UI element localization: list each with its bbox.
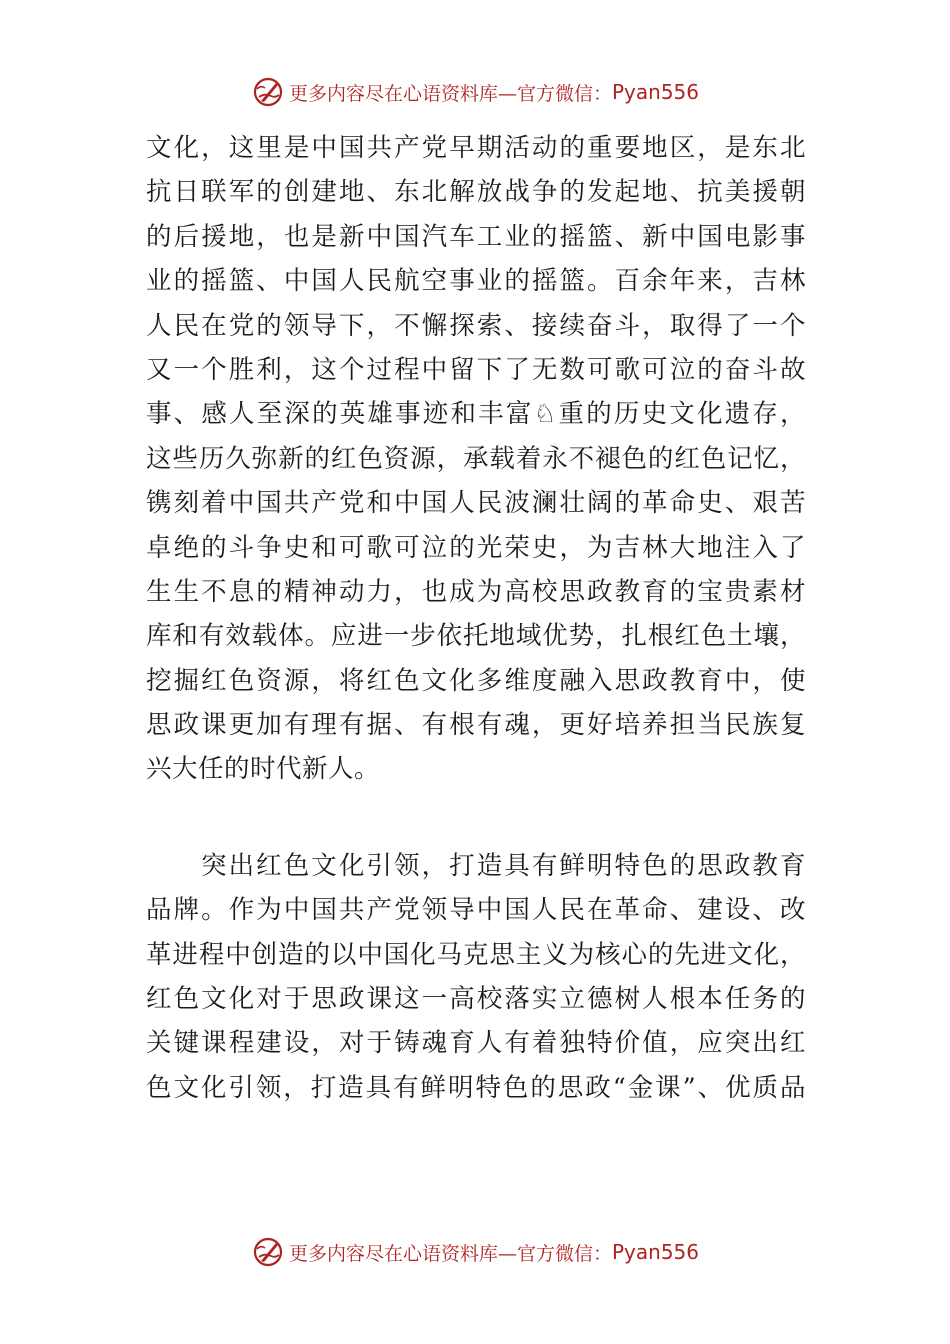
text-line: 的后援地，也是新中国汽车工业的摇篮、新中国电影事 [146,221,806,252]
paragraph-1 [146,126,806,792]
text-line: 关键课程建设，对于铸魂育人有着独特价值，应突出红 [146,1028,806,1059]
quill-book-logo-icon [251,75,285,109]
text-line: 红色文化对于思政课这一高校落实立德树人根本任务的 [146,984,806,1015]
text-line: 卓绝的斗争史和可歌可泣的光荣史，为吉林大地注入了 [146,532,806,563]
paragraph-gap [146,792,806,844]
text-line: 兴大任的时代新人。 [146,754,381,785]
text-line: 抗日联军的创建地、东北解放战争的发起地、抗美援朝 [146,177,806,208]
text-line: 镌刻着中国共产党和中国人民波澜壮阔的革命史、艰苦 [146,488,806,519]
quill-book-logo-icon [251,1235,285,1269]
document-body [146,126,806,1110]
text-line: 挖掘红色资源，将红色文化多维度融入思政教育中，使 [146,665,806,696]
banner-text: 更多内容尽在心语资料库—官方微信： [288,1242,612,1265]
text-line: 又一个胜利，这个过程中留下了无数可歌可泣的奋斗故 [146,354,806,385]
text-line: 思政课更加有理有据、有根有魂，更好培养担当民族复 [146,710,806,741]
paragraph-2 [146,844,806,1110]
text-line: 色文化引领，打造具有鲜明特色的思政“金课”、优质品 [146,1072,806,1103]
banner-text: 更多内容尽在心语资料库—官方微信： [288,82,612,105]
text-line: 文化，这里是中国共产党早期活动的重要地区，是东北 [146,133,806,163]
text-line: 库和有效载体。应进一步依托地域优势，扎根红色土壤， [146,621,806,652]
text-line: 革进程中创造的以中国化马克思主义为核心的先进文化， [146,939,806,970]
footer-banner [0,1232,950,1272]
text-line: 业的摇篮、中国人民航空事业的摇篮。百余年来，吉林 [146,266,806,297]
banner-wechat-id: Pyan556 [612,1240,700,1264]
text-line: 品牌。作为中国共产党领导中国人民在革命、建设、改 [146,895,806,926]
text-line: 生生不息的精神动力，也成为高校思政教育的宝贵素材 [146,576,806,607]
banner-wechat-id: Pyan556 [612,80,700,104]
text-line: 突出红色文化引领，打造具有鲜明特色的思政教育 [201,850,806,881]
text-line: 事、感人至深的英雄事迹和丰富♘重的历史文化遗存， [146,399,806,430]
text-line: 人民在党的领导下，不懈探索、接续奋斗，取得了一个 [146,310,806,341]
header-banner [0,72,950,112]
text-line: 这些历久弥新的红色资源，承载着永不褪色的红色记忆， [146,443,806,474]
